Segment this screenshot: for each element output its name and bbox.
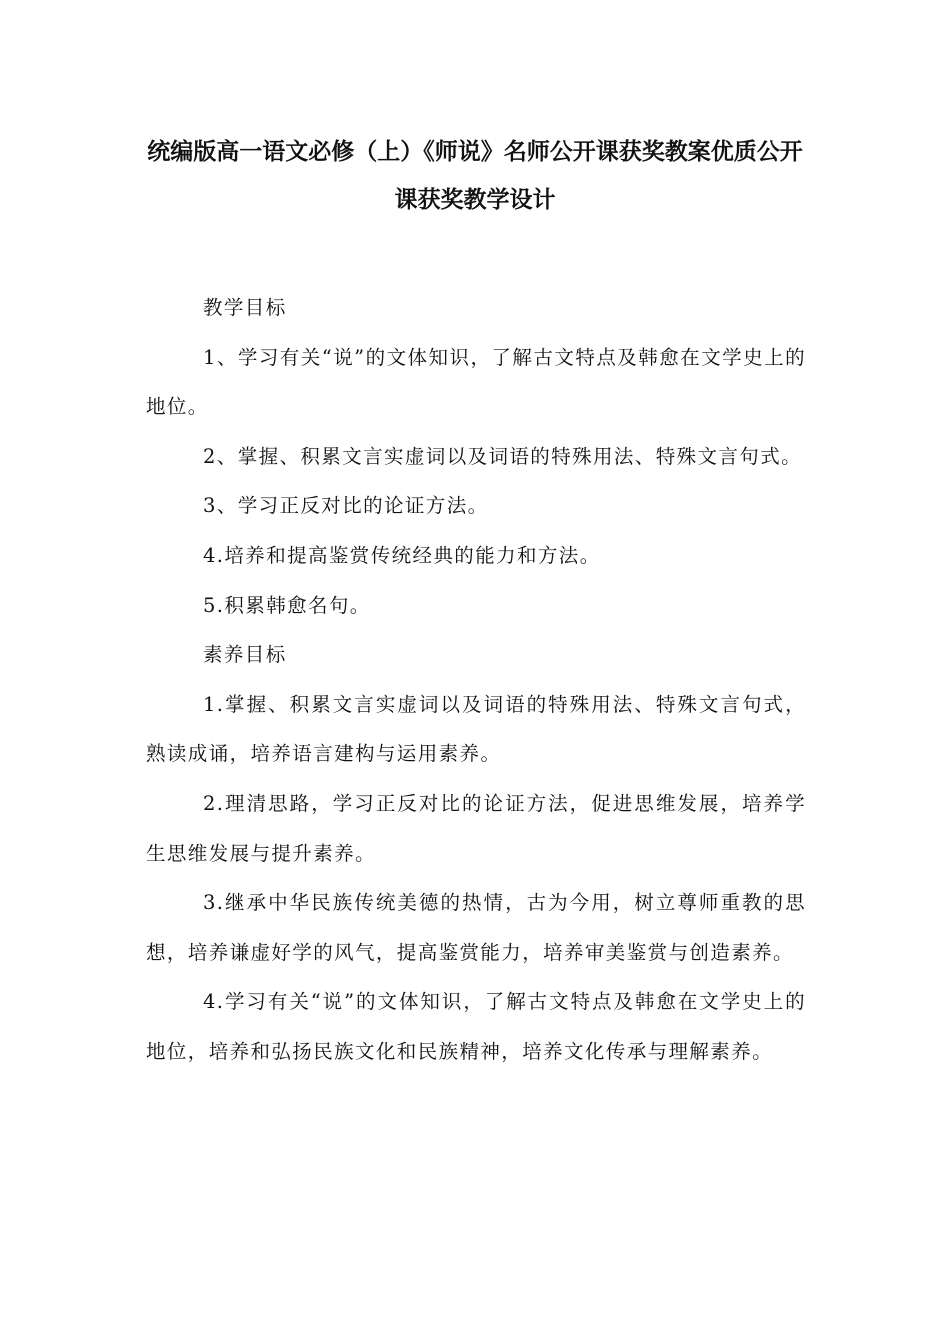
document-title-line-1: 统编版高一语文必修（上）《师说》名师公开课获奖教案优质公开 <box>147 139 803 165</box>
literacy-goal-item-1: 1.掌握、积累文言实虚词以及词语的特殊用法、特殊文言句式，熟读成诵，培养语言建构与运用素养。 <box>146 692 806 766</box>
section-heading-literacy-goals: 素养目标 <box>203 643 287 667</box>
teaching-goal-item-3: 3、学习正反对比的论证方法。 <box>203 494 489 518</box>
document-title-line-2: 课获奖教学设计 <box>394 187 556 213</box>
teaching-goal-item-2: 2、掌握、积累文言实虚词以及词语的特殊用法、特殊文言句式。 <box>203 444 803 468</box>
literacy-goal-item-3: 3.继承中华民族传统美德的热情，古为今用，树立尊师重教的思想，培养谦虚好学的风气，提高鉴赏能力，培养审美鉴赏与创造素养。 <box>146 891 806 964</box>
section-heading-teaching-goals: 教学目标 <box>203 296 287 319</box>
literacy-goal-item-4: 4.学习有关“说”的文体知识，了解古文特点及韩愈在文学史上的地位，培养和弘扬民族文化和民族精神，培养文化传承与理解素养。 <box>146 990 806 1063</box>
teaching-goal-item-4: 4.培养和提高鉴赏传统经典的能力和方法。 <box>203 543 601 567</box>
document-body <box>146 283 806 1077</box>
teaching-goal-item-1: 1、学习有关“说”的文体知识，了解古文特点及韩愈在文学史上的地位。 <box>146 345 806 419</box>
literacy-goal-item-2: 2.理清思路，学习正反对比的论证方法，促进思维发展，培养学生思维发展与提升素养。 <box>146 791 806 865</box>
teaching-goal-item-5: 5.积累韩愈名句。 <box>203 593 371 617</box>
